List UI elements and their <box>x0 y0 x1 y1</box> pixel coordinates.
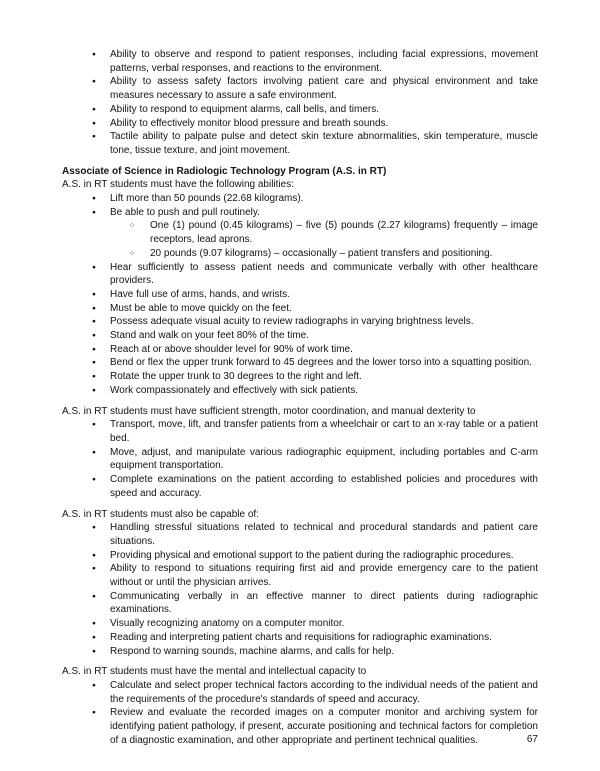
list-item-text: Reach at or above shoulder level for 90% of work time. <box>110 343 353 355</box>
list-item <box>62 117 538 131</box>
bullet-icon: ● <box>92 208 96 216</box>
list-item-text: Visually recognizing anatomy on a computer monitor. <box>110 618 345 630</box>
list-item <box>62 48 538 75</box>
list-item-text: Hear sufficiently to assess patient needs and communicate verbally with other healthcare providers. <box>110 261 538 287</box>
list-item-text: Ability to respond to equipment alarms, call bells, and timers. <box>110 103 380 115</box>
list-item <box>62 418 538 445</box>
list-item <box>62 261 538 288</box>
bullet-icon: ● <box>92 681 96 689</box>
page-number: 67 <box>526 734 538 745</box>
list-item-text: Be able to push and pull routinely. <box>110 206 260 218</box>
list-item-text: One (1) pound (0.45 kilograms) – five (5) pounds (2.27 kilograms) frequently – image receptors, lead aprons. <box>150 220 538 246</box>
bullet-icon: ● <box>92 119 96 127</box>
list-item <box>62 590 538 617</box>
bullet-icon: ● <box>92 195 96 203</box>
list-item <box>62 206 538 220</box>
list-item-text: Transport, move, lift, and transfer patients from a wheelchair or cart to an x-ray table or a patient bed. <box>110 419 538 444</box>
list-item <box>62 75 538 102</box>
bullet-icon: ● <box>92 105 96 113</box>
bullet-icon: ● <box>92 263 96 271</box>
list-item-text: Must be able to move quickly on the feet. <box>110 302 292 314</box>
bullet-icon: ● <box>92 476 96 484</box>
list-item <box>62 645 538 659</box>
mental-capacity-list <box>62 679 538 748</box>
list-item <box>62 247 538 261</box>
list-item-text: Communicating verbally in an effective manner to direct patients during radiographic examinations. <box>110 590 538 616</box>
list-item <box>62 302 538 316</box>
section-heading: Associate of Science in Radiologic Technology Program (A.S. in RT) <box>62 165 387 177</box>
list-item-text: Ability to respond to situations requiring first aid and provide emergency care to the patient without or until the physician arrives. <box>110 563 538 589</box>
list-item <box>62 329 538 343</box>
list-item <box>62 473 538 500</box>
list-item-text: Complete examinations on the patient according to established policies and procedures with speed and accuracy. <box>110 474 538 499</box>
list-item <box>62 315 538 329</box>
list-item-text: Have full use of arms, hands, and wrists. <box>110 288 291 300</box>
bullet-icon: ● <box>92 421 96 429</box>
bullet-icon: ● <box>92 647 96 655</box>
list-item <box>62 288 538 302</box>
bullet-icon: ● <box>92 386 96 394</box>
capable-intro: A.S. in RT students must also be capable of: <box>62 508 259 520</box>
bullet-icon: ● <box>92 551 96 559</box>
list-item <box>62 192 538 206</box>
list-item-text: Respond to warning sounds, machine alarms, and calls for help. <box>110 645 395 657</box>
list-item-text: Rotate the upper trunk to 30 degrees to the right and left. <box>110 371 362 383</box>
list-item <box>62 549 538 563</box>
bullet-icon: ● <box>92 318 96 326</box>
list-item <box>62 521 538 548</box>
bullet-icon: ● <box>92 524 96 532</box>
list-item <box>62 679 538 706</box>
list-item <box>62 370 538 384</box>
list-item <box>62 219 538 246</box>
bullet-icon: ● <box>92 633 96 641</box>
list-item <box>62 617 538 631</box>
lift-push-list <box>62 192 538 219</box>
bullet-icon: ● <box>92 359 96 367</box>
list-item-text: Possess adequate visual acuity to review radiographs in varying brightness levels. <box>110 316 474 328</box>
list-item-text: Move, adjust, and manipulate various radiographic equipment, including portables and C-arm equipment transportation. <box>110 446 538 472</box>
list-item-text: Ability to effectively monitor blood pressure and breath sounds. <box>110 117 389 129</box>
list-item-text: Ability to observe and respond to patient responses, including facial expressions, movement patterns, verbal responses, and reactions to the environment. <box>110 49 538 74</box>
page-content <box>62 48 538 747</box>
bullet-icon: ● <box>92 345 96 353</box>
list-item-text: Bend or flex the upper trunk forward to 45 degrees and the lower torso into a squatting position. <box>110 357 532 369</box>
bullet-icon: ● <box>92 332 96 340</box>
bullet-icon: ● <box>92 592 96 600</box>
list-item-text: Ability to assess safety factors involving patient care and physical environment and take measures necessary to assure a safe environment. <box>110 76 538 102</box>
circle-bullet-icon: ○ <box>130 222 135 230</box>
list-item <box>62 631 538 645</box>
bullet-icon: ● <box>92 133 96 141</box>
list-item-text: Lift more than 50 pounds (22.68 kilograms). <box>110 193 304 205</box>
bullet-icon: ● <box>92 304 96 312</box>
list-item <box>62 356 538 370</box>
bullet-icon: ● <box>92 565 96 573</box>
list-item-text: Stand and walk on your feet 80% of the time. <box>110 330 310 342</box>
capability-list <box>62 521 538 658</box>
list-item-text: Review and evaluate the recorded images on a computer monitor and archiving system for identifying patient pathology, if present, accurate positioning and technical factors for completion of a diagnostic examination, and other appropriate and pertinent technical qualities. <box>110 707 538 746</box>
push-pull-sublist <box>62 219 538 260</box>
bullet-icon: ● <box>92 620 96 628</box>
physical-abilities-list <box>62 261 538 398</box>
list-item <box>62 446 538 473</box>
list-item-text: Handling stressful situations related to technical and procedural standards and patient care situations. <box>110 522 538 547</box>
list-item <box>62 103 538 117</box>
list-item <box>62 706 538 747</box>
list-item-text: Work compassionately and effectively with sick patients. <box>110 384 359 396</box>
list-item <box>62 562 538 589</box>
circle-bullet-icon: ○ <box>130 249 135 257</box>
abilities-intro: A.S. in RT students must have the following abilities: <box>62 179 294 191</box>
list-item-text: Providing physical and emotional support to the patient during the radiographic procedures. <box>110 549 514 561</box>
bullet-icon: ● <box>92 448 96 456</box>
list-item <box>62 130 538 157</box>
list-item-text: 20 pounds (9.07 kilograms) – occasionally – patient transfers and positioning. <box>150 247 493 259</box>
bullet-icon: ● <box>92 78 96 86</box>
general-abilities-list <box>62 48 538 158</box>
list-item <box>62 384 538 398</box>
bullet-icon: ● <box>92 709 96 717</box>
bullet-icon: ● <box>92 373 96 381</box>
strength-intro: A.S. in RT students must have sufficient strength, motor coordination, and manual dexterity to <box>62 405 476 417</box>
list-item <box>62 343 538 357</box>
list-item-text: Tactile ability to palpate pulse and detect skin texture abnormalities, skin temperature, muscle tone, tissue texture, and joint movement. <box>110 131 538 156</box>
strength-list <box>62 418 538 500</box>
list-item-text: Reading and interpreting patient charts and requisitions for radiographic examinations. <box>110 631 492 643</box>
list-item-text: Calculate and select proper technical factors according to the individual needs of the patient and the requirements of the procedure's standards of speed and accuracy. <box>110 679 538 705</box>
mental-intro: A.S. in RT students must have the mental and intellectual capacity to <box>62 666 367 678</box>
bullet-icon: ● <box>92 290 96 298</box>
bullet-icon: ● <box>92 51 96 58</box>
